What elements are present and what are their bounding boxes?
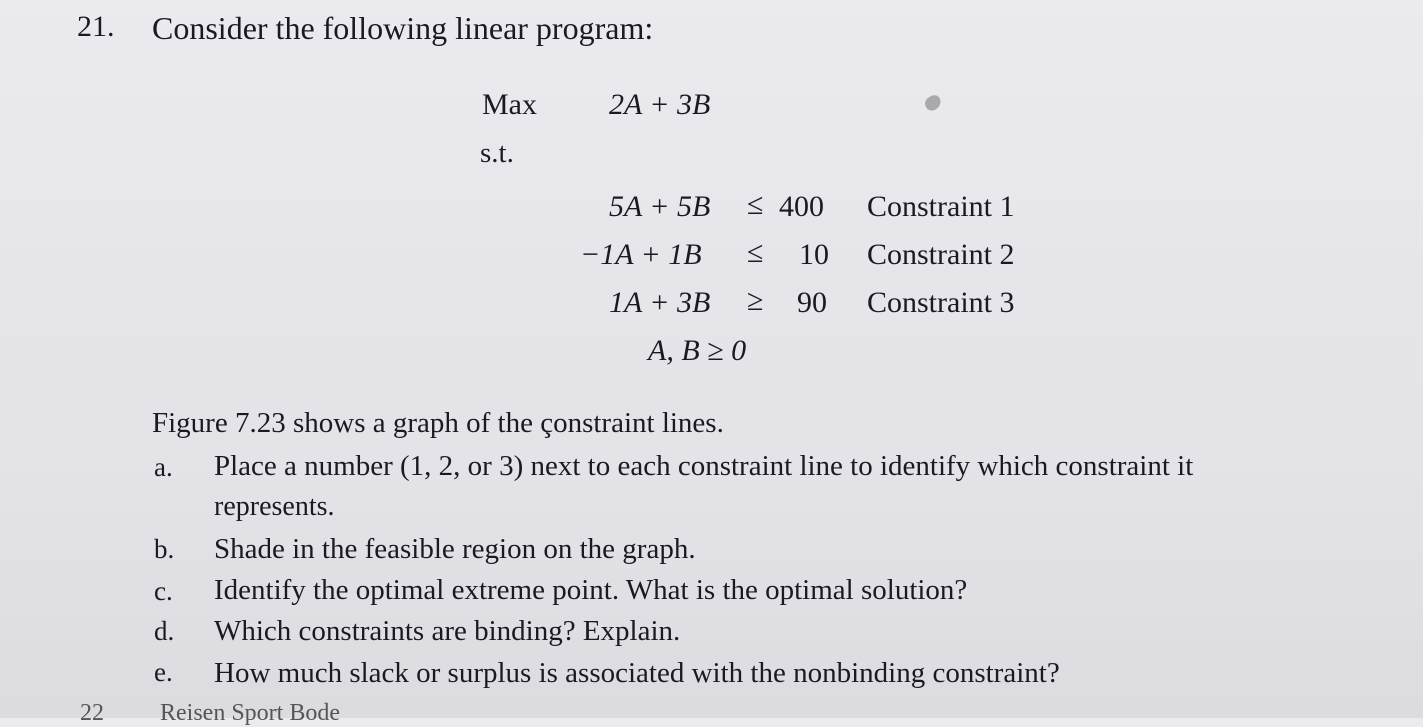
item-b-letter: b. [154, 534, 175, 564]
next-question-number: 22 [80, 700, 104, 726]
constraint-2-operator: ≤ [747, 236, 764, 269]
constraint-3-operator: ≥ [747, 284, 764, 317]
item-e-letter: e. [154, 657, 173, 687]
objective-function: 2A + 3B [609, 88, 711, 121]
item-a-text-continued: represents. [214, 491, 335, 522]
constraint-2-lhs: −1A + 1B [580, 238, 702, 271]
pencil-smudge-mark [923, 93, 943, 112]
constraint-2-rhs: 10 [799, 238, 829, 271]
constraint-1-operator: ≤ [747, 188, 764, 221]
item-c-text: Identify the optimal extreme point. What is the optimal solution? [214, 574, 968, 606]
item-a-letter: a. [154, 452, 173, 482]
item-e-text: How much slack or surplus is associated with the nonbinding constraint? [214, 657, 1060, 689]
constraint-1-rhs: 400 [779, 190, 824, 223]
constraint-3-label: Constraint 3 [867, 286, 1015, 319]
figure-statement: Figure 7.23 shows a graph of the çonstraint lines. [152, 407, 724, 439]
item-d-letter: d. [154, 616, 175, 646]
question-title: Consider the following linear program: [152, 10, 654, 46]
constraint-1-lhs: 5A + 5B [609, 190, 711, 223]
constraint-2-label: Constraint 2 [867, 238, 1015, 271]
subject-to-label: s.t. [480, 137, 514, 169]
next-question-fragment: Reisen Sport Bode [160, 700, 340, 726]
constraint-3-rhs: 90 [797, 286, 827, 319]
constraint-1-label: Constraint 1 [867, 190, 1015, 223]
question-number: 21. [77, 10, 115, 43]
constraint-3-lhs: 1A + 3B [609, 286, 711, 319]
item-a-text: Place a number (1, 2, or 3) next to each constraint line to identify which constraint it [214, 450, 1194, 482]
nonnegativity-constraint: A, B ≥ 0 [648, 334, 747, 367]
item-c-letter: c. [154, 576, 173, 606]
item-b-text: Shade in the feasible region on the graph. [214, 533, 696, 565]
item-d-text: Which constraints are binding? Explain. [214, 615, 681, 647]
objective-label: Max [482, 88, 537, 121]
